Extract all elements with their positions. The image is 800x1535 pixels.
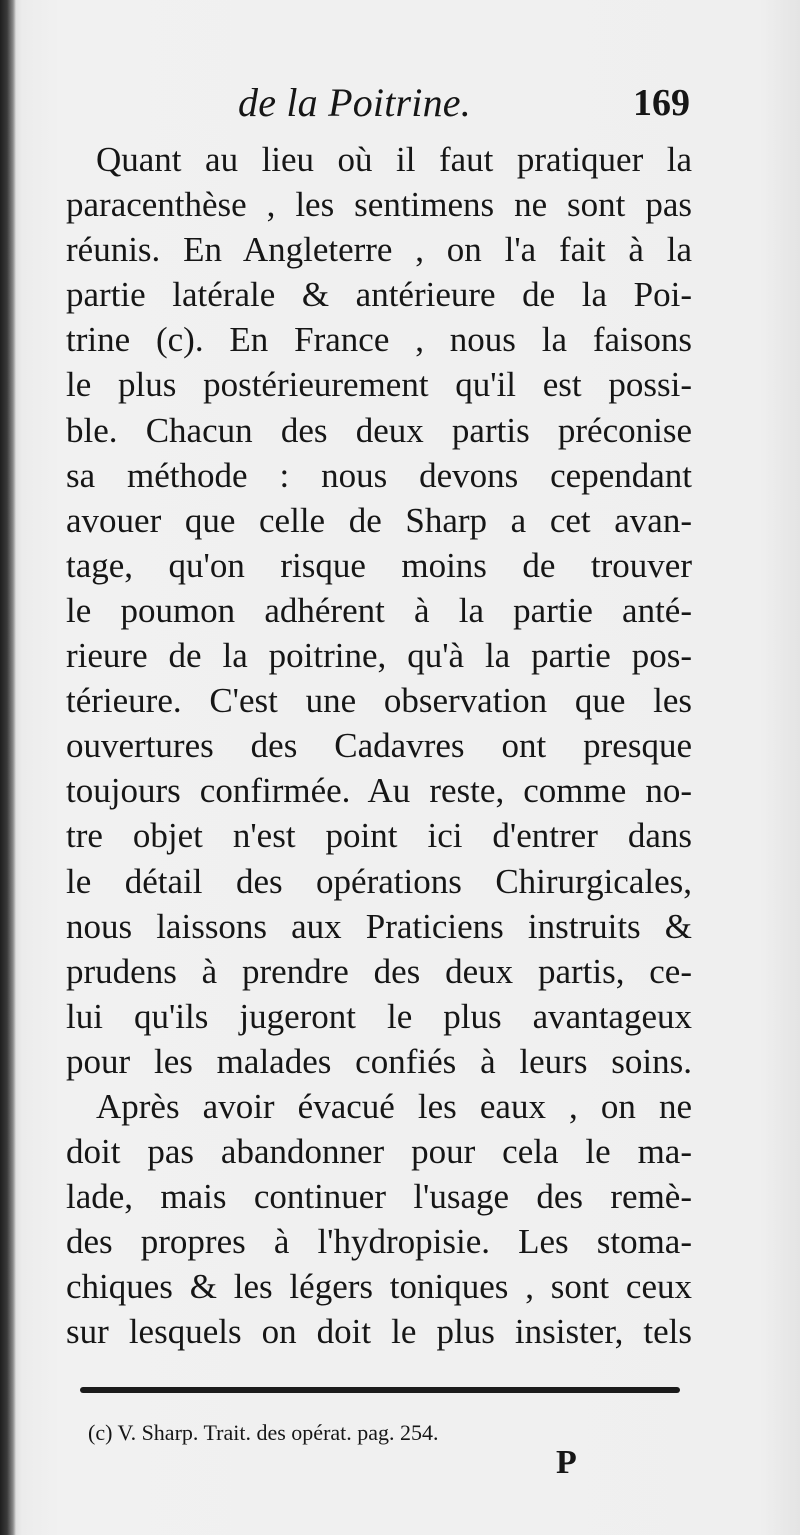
text-line: Quant au lieu où il faut pratiquer la (96, 140, 692, 179)
text-line: ble. Chacun des deux partis préconise (66, 410, 692, 450)
body-text (66, 137, 692, 1355)
text-line: nous laissons aux Praticiens instruits & (66, 906, 692, 946)
footnote: (c) V. Sharp. Trait. des opérat. pag. 254. (88, 1420, 439, 1445)
footnote-rule (80, 1387, 680, 1393)
text-line: sa méthode : nous devons cependant (66, 455, 692, 495)
text-line: le plus postérieurement qu'il est possi- (66, 365, 692, 405)
text-line: le détail des opérations Chirurgicales, (66, 861, 692, 901)
text-line: doit pas abandonner pour cela le ma- (66, 1132, 692, 1172)
text-line: trine (c). En France , nous la faisons (66, 320, 692, 360)
text-line: térieure. C'est une observation que les (66, 681, 692, 721)
text-line: chiques & les légers toniques , sont ceux (66, 1267, 692, 1307)
text-line: paracenthèse , les sentimens ne sont pas (66, 185, 692, 225)
text-line: des propres à l'hydropisie. Les stoma- (66, 1222, 692, 1262)
text-line: avouer que celle de Sharp a cet avan- (66, 500, 692, 540)
text-line: le poumon adhérent à la partie anté- (66, 590, 692, 630)
text-line: Après avoir évacué les eaux , on ne (96, 1086, 692, 1126)
text-line: toujours confirmée. Au reste, comme no- (66, 771, 692, 811)
text-line: tre objet n'est point ici d'entrer dans (66, 816, 692, 856)
text-line: lade, mais continuer l'usage des remè- (66, 1177, 692, 1217)
text-line: prudens à prendre des deux partis, ce- (66, 951, 692, 991)
page-header (66, 78, 690, 128)
text-line: sur lesquels on doit le plus insister, tels (66, 1312, 692, 1352)
text-line: réunis. En Angleterre , on l'a fait à la (66, 230, 692, 270)
text-line: rieure de la poitrine, qu'à la partie pos- (66, 636, 692, 676)
running-title: de la Poitrine. (238, 80, 471, 125)
text-line: ouvertures des Cadavres ont presque (66, 726, 692, 766)
text-line: partie latérale & antérieure de la Poi- (66, 275, 692, 315)
text-line: lui qu'ils jugeront le plus avantageux (66, 996, 692, 1036)
text-line: pour les malades confiés à leurs soins. (66, 1041, 692, 1081)
signature-mark: P (556, 1444, 577, 1481)
page-number: 169 (633, 82, 690, 124)
page-gutter-shadow (0, 0, 16, 1535)
text-line: tage, qu'on risque moins de trouver (66, 545, 692, 585)
